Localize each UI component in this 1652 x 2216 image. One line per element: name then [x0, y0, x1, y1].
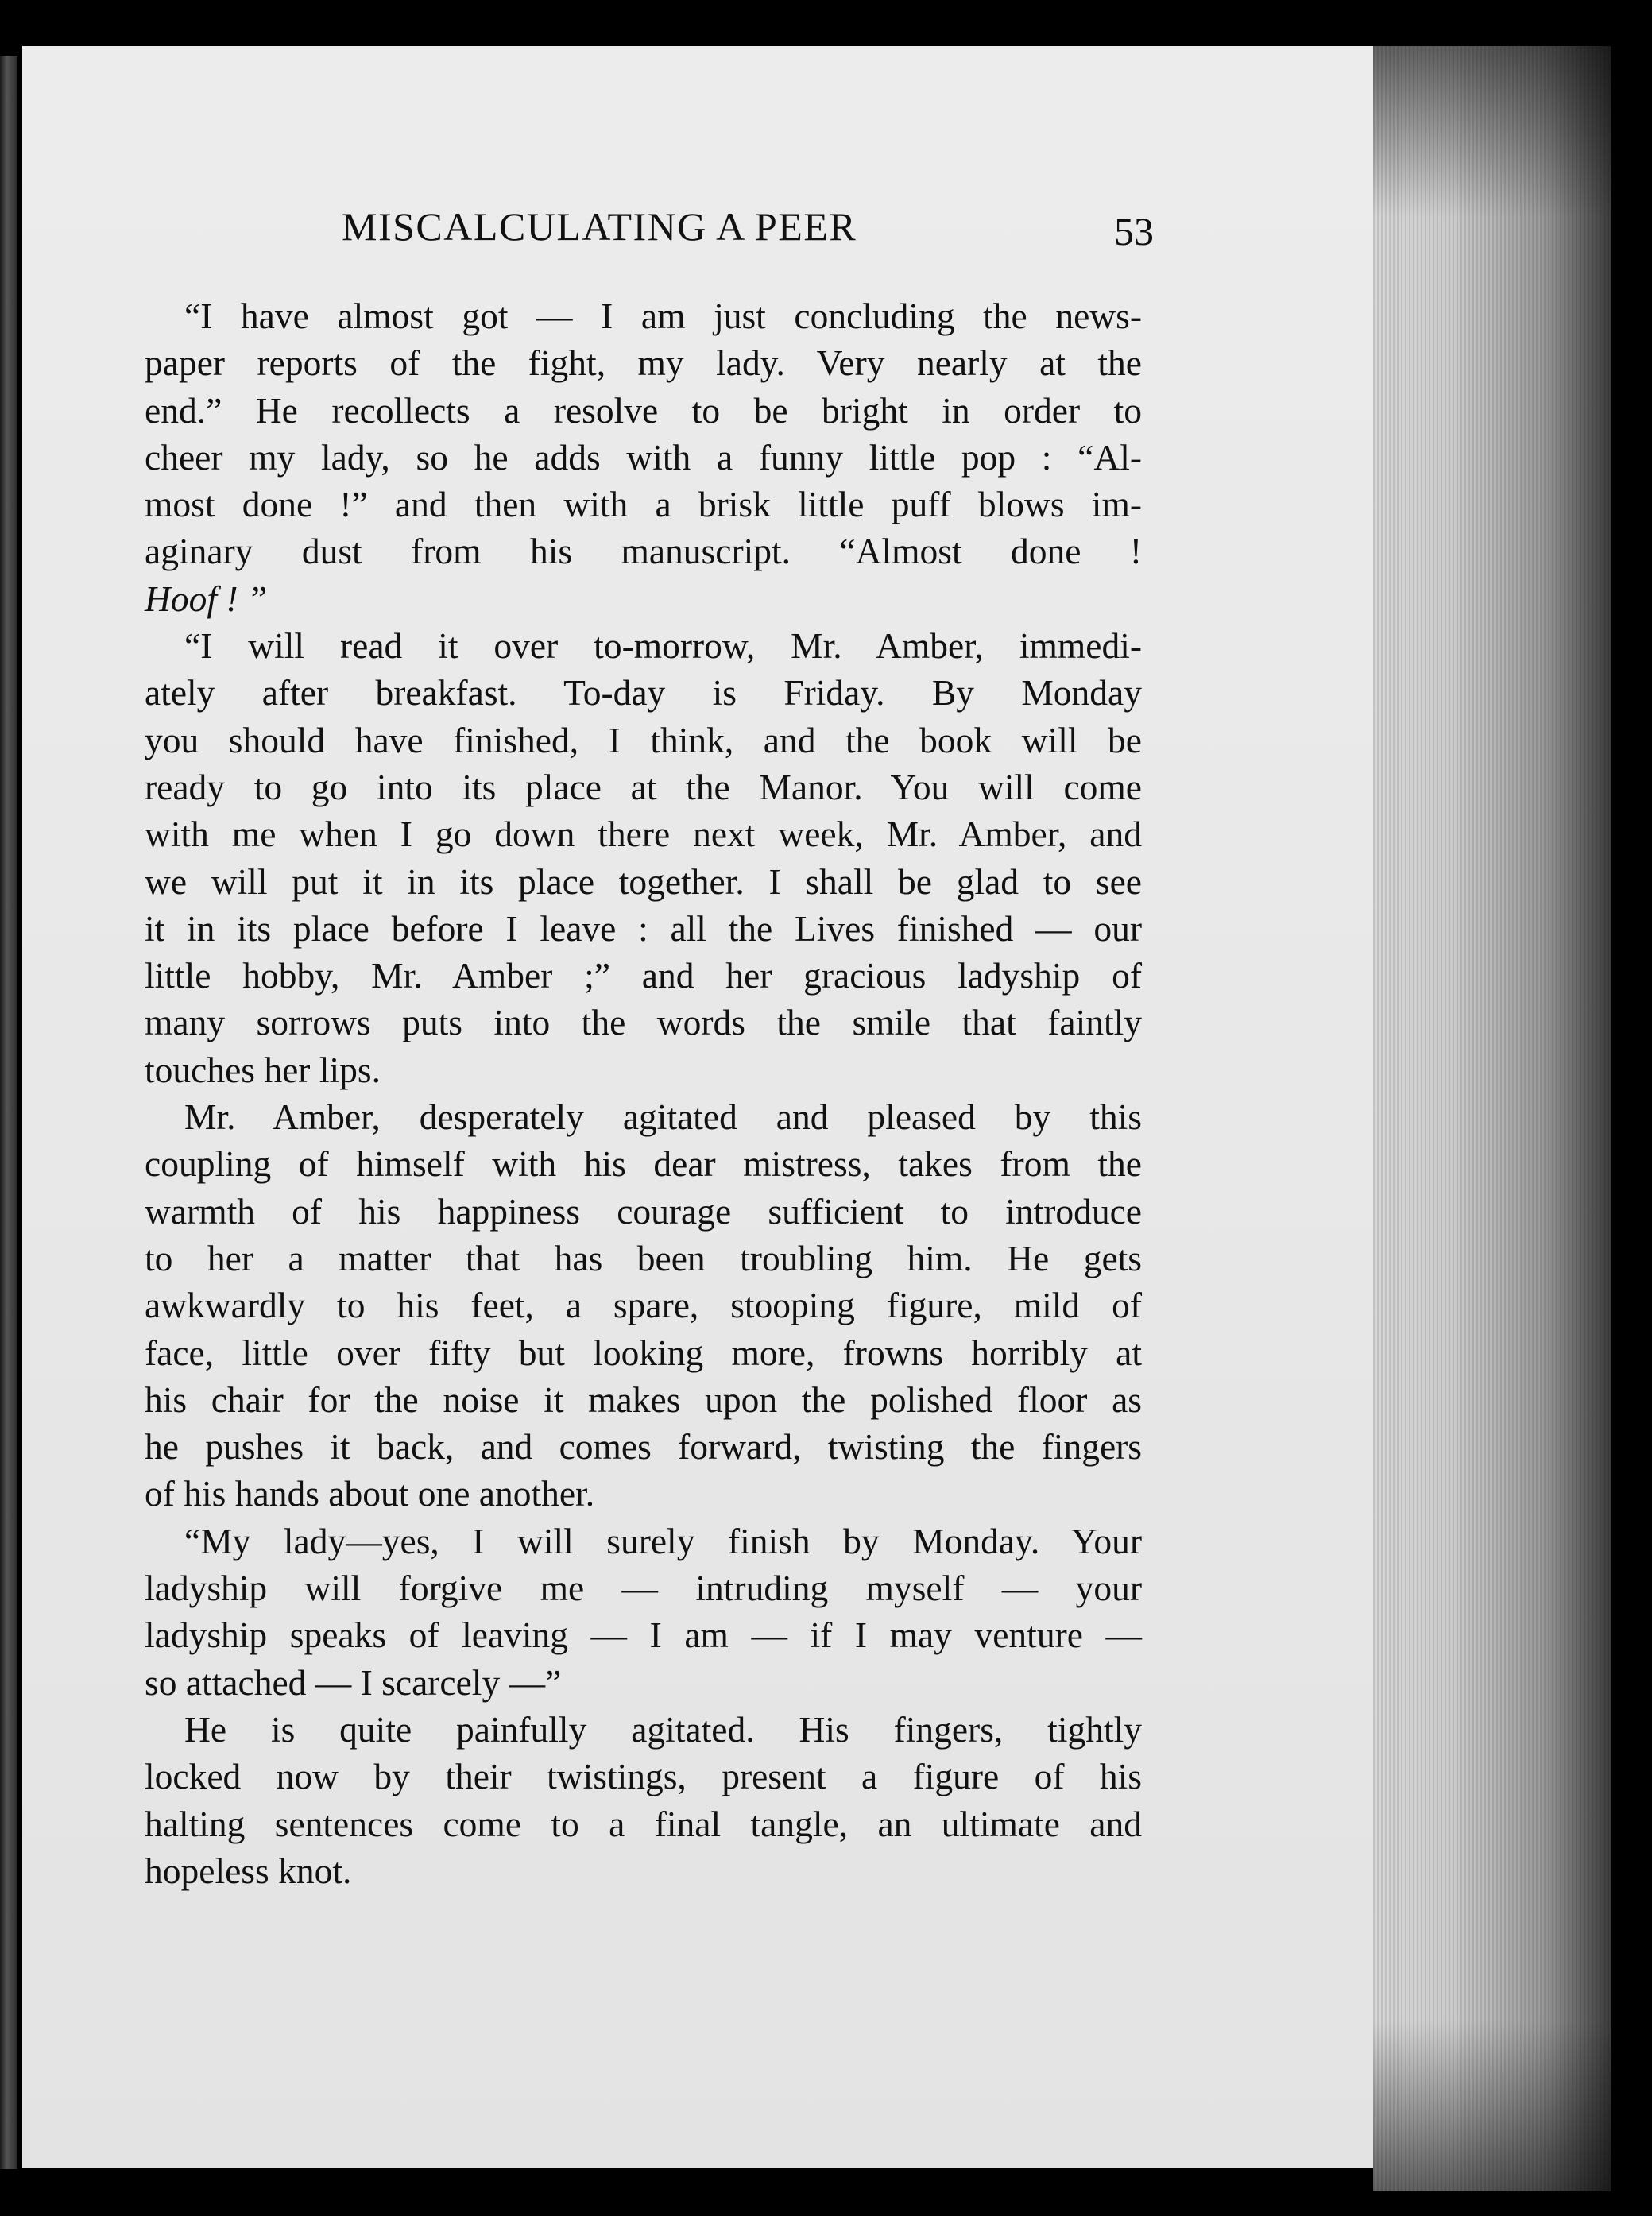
- text-line: halting sentences come to a final tangle, an ultimate and: [145, 1803, 1142, 1844]
- text-line: locked now by their twistings, present a figure of his: [145, 1756, 1142, 1797]
- text-line: coupling of himself with his dear mistress, takes from the: [145, 1143, 1142, 1185]
- text-line: you should have finished, I think, and the book will be: [145, 719, 1142, 760]
- text-line: to her a matter that has been troubling him. He gets: [145, 1237, 1142, 1278]
- text-line: touches her lips.: [145, 1049, 381, 1090]
- text-line: face, little over fifty but looking more, frowns horribly at: [145, 1332, 1142, 1373]
- running-title: MISCALCULATING A PEER: [342, 204, 857, 249]
- text-line: with me when I go down there next week, Mr. Amber, and: [145, 814, 1142, 855]
- text-line: he pushes it back, and comes forward, twisting the fingers: [145, 1426, 1142, 1468]
- text-line: cheer my lady, so he adds with a funny little pop : “Al-: [145, 436, 1142, 478]
- text-line: “My lady—yes, I will surely finish by Monday. Your: [184, 1520, 1142, 1561]
- text-line: He is quite painfully agitated. His fingers, tightly: [184, 1708, 1142, 1750]
- text-line: it in its place before I leave : all the Lives finished — our: [145, 907, 1142, 949]
- text-line: hopeless knot.: [145, 1850, 352, 1891]
- text-line: Hoof ! ”: [145, 578, 268, 619]
- text-line: “I have almost got — I am just concluding the news-: [184, 296, 1142, 336]
- text-line: Mr. Amber, desperately agitated and pleased by this: [184, 1096, 1142, 1138]
- text-line: ladyship speaks of leaving — I am — if I may venture —: [145, 1615, 1142, 1656]
- text-line: awkwardly to his feet, a spare, stooping figure, mild of: [145, 1285, 1142, 1326]
- text-line: most done !” and then with a brisk little puff blows im-: [145, 484, 1142, 525]
- text-line: many sorrows puts into the words the smile that faintly: [145, 1002, 1142, 1043]
- text-line: ately after breakfast. To-day is Friday. By Monday: [145, 672, 1142, 714]
- page-block-edges: [1373, 46, 1611, 2191]
- text-line: “I will read it over to-morrow, Mr. Amber, immedi-: [184, 625, 1142, 667]
- text-line: end.” He recollects a resolve to be bright in order to: [145, 389, 1142, 431]
- running-header: [145, 203, 1154, 259]
- text-line: little hobby, Mr. Amber ;” and her gracious ladyship of: [145, 955, 1142, 996]
- text-line: his chair for the noise it makes upon the polished floor as: [145, 1379, 1142, 1420]
- text-line: ladyship will forgive me — intruding myself — your: [145, 1568, 1142, 1609]
- text-line: warmth of his happiness courage sufficient to introduce: [145, 1190, 1142, 1232]
- text-line: we will put it in its place together. I shall be glad to see: [145, 860, 1142, 902]
- text-line: paper reports of the fight, my lady. Very nearly at the: [145, 342, 1142, 384]
- body-text: [145, 292, 1142, 1894]
- text-line: so attached — I scarcely —”: [145, 1661, 562, 1703]
- page-number: 53: [1114, 209, 1154, 253]
- text-line: of his hands about one another.: [145, 1473, 595, 1514]
- text-line: aginary dust from his manuscript. “Almost done !: [145, 531, 1142, 572]
- text-line: ready to go into its place at the Manor. You will come: [145, 766, 1142, 807]
- facing-page-edge: [0, 56, 17, 2169]
